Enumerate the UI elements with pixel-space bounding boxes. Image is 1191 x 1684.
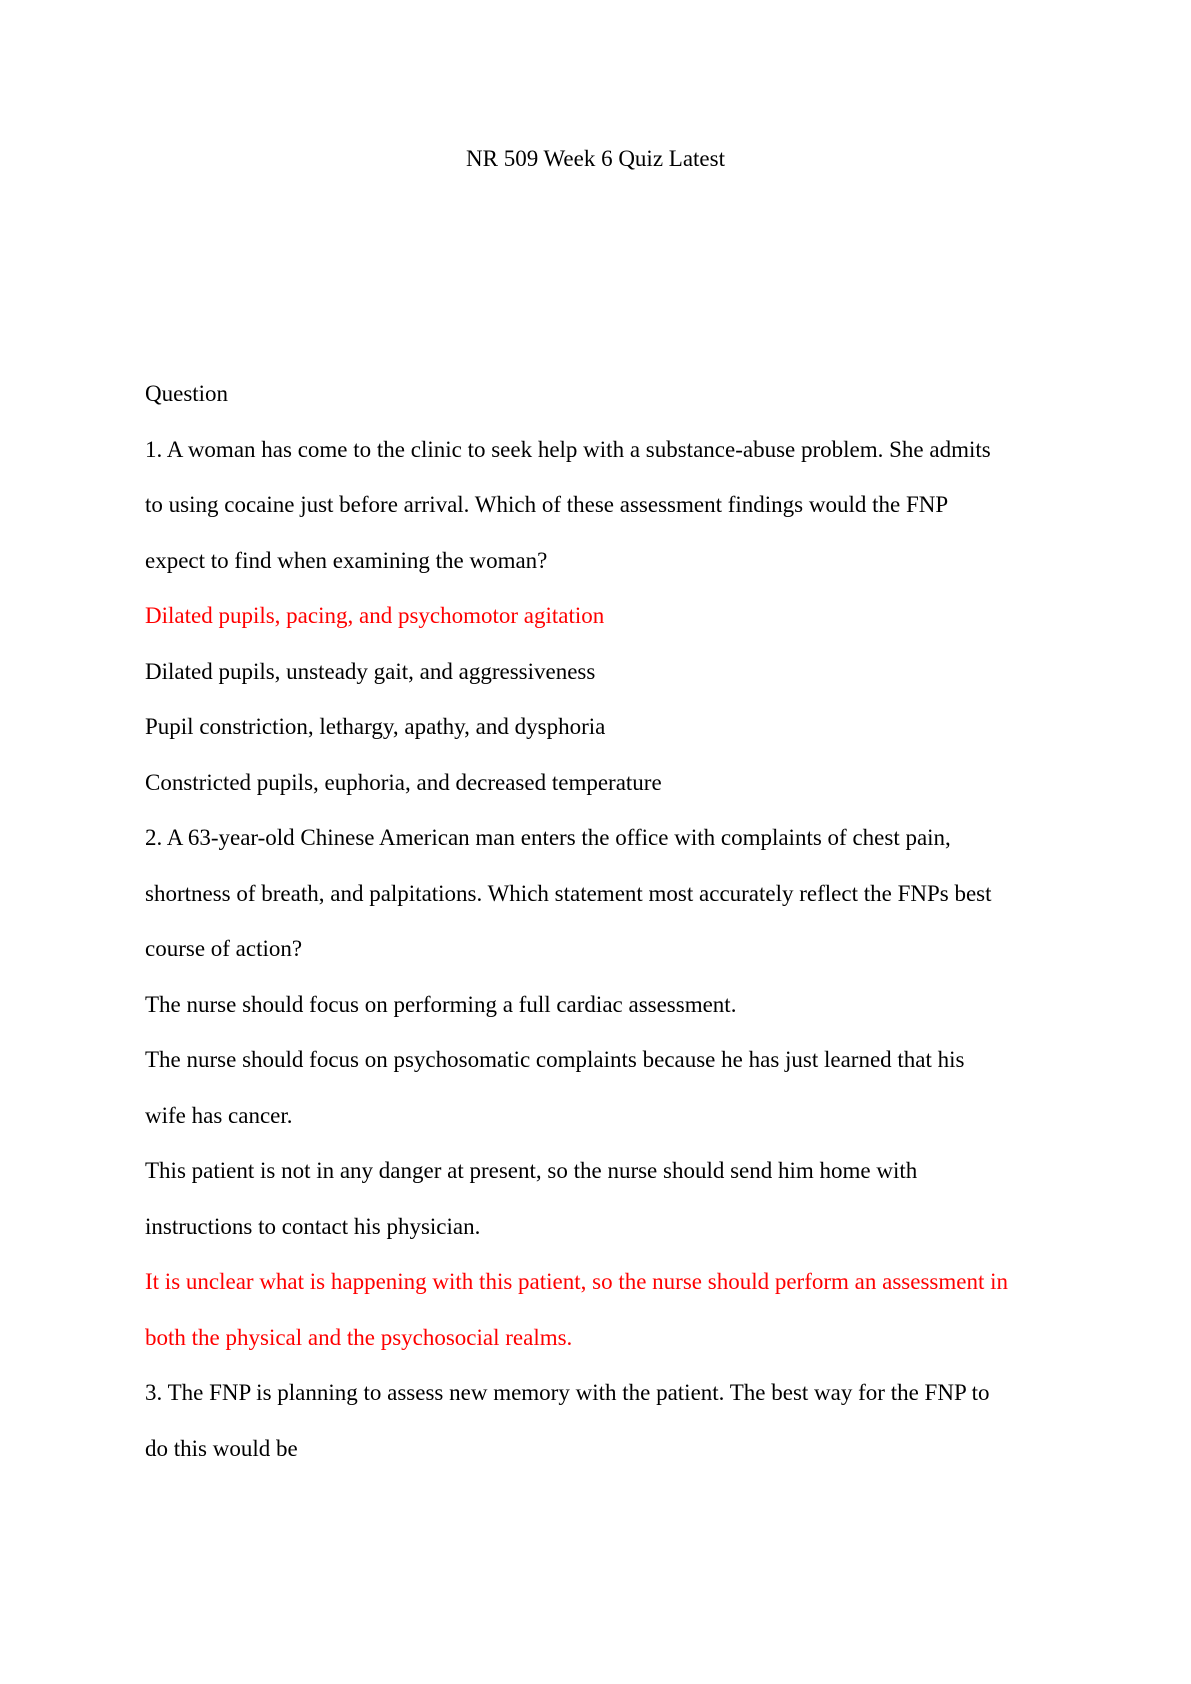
question-text-line: 1. A woman has come to the clinic to seek help with a substance-abuse problem. She admits (145, 436, 991, 462)
answer-option: The nurse should focus on psychosomatic complaints because he has just learned that his (145, 1047, 965, 1072)
answer-option: Dilated pupils, unsteady gait, and aggressiveness (145, 658, 596, 684)
question-text-line: shortness of breath, and palpitations. Which statement most accurately reflect the FNPs best (145, 880, 992, 906)
section-label: Question (145, 381, 229, 406)
answer-option-correct-continued: both the physical and the psychosocial realms. (145, 1324, 573, 1350)
question-text-line: do this would be (145, 1435, 298, 1461)
answer-option: The nurse should focus on performing a full cardiac assessment. (145, 991, 737, 1017)
answer-option-continued: instructions to contact his physician. (145, 1213, 481, 1239)
document-title: NR 509 Week 6 Quiz Latest (466, 146, 725, 171)
question-3 (145, 1365, 1065, 1476)
question-1 (145, 422, 1065, 811)
question-text-line: 2. A 63-year-old Chinese American man enters the office with complaints of chest pain, (145, 825, 951, 850)
answer-option-correct: It is unclear what is happening with this patient, so the nurse should perform an assessment in (145, 1269, 1008, 1294)
quiz-body (145, 366, 1065, 1476)
question-text-line: course of action? (145, 936, 303, 961)
answer-option: Pupil constriction, lethargy, apathy, and dysphoria (145, 714, 606, 739)
answer-option: This patient is not in any danger at present, so the nurse should send him home with (145, 1158, 918, 1183)
question-text-line: 3. The FNP is planning to assess new memory with the patient. The best way for the FNP to (145, 1380, 990, 1405)
question-text-line: to using cocaine just before arrival. Which of these assessment findings would the FNP (145, 492, 949, 517)
answer-option-continued: wife has cancer. (145, 1102, 293, 1128)
answer-option-correct: Dilated pupils, pacing, and psychomotor agitation (145, 603, 605, 628)
question-text-line: expect to find when examining the woman? (145, 547, 548, 573)
answer-option: Constricted pupils, euphoria, and decreased temperature (145, 769, 662, 795)
question-2 (145, 810, 1065, 1365)
